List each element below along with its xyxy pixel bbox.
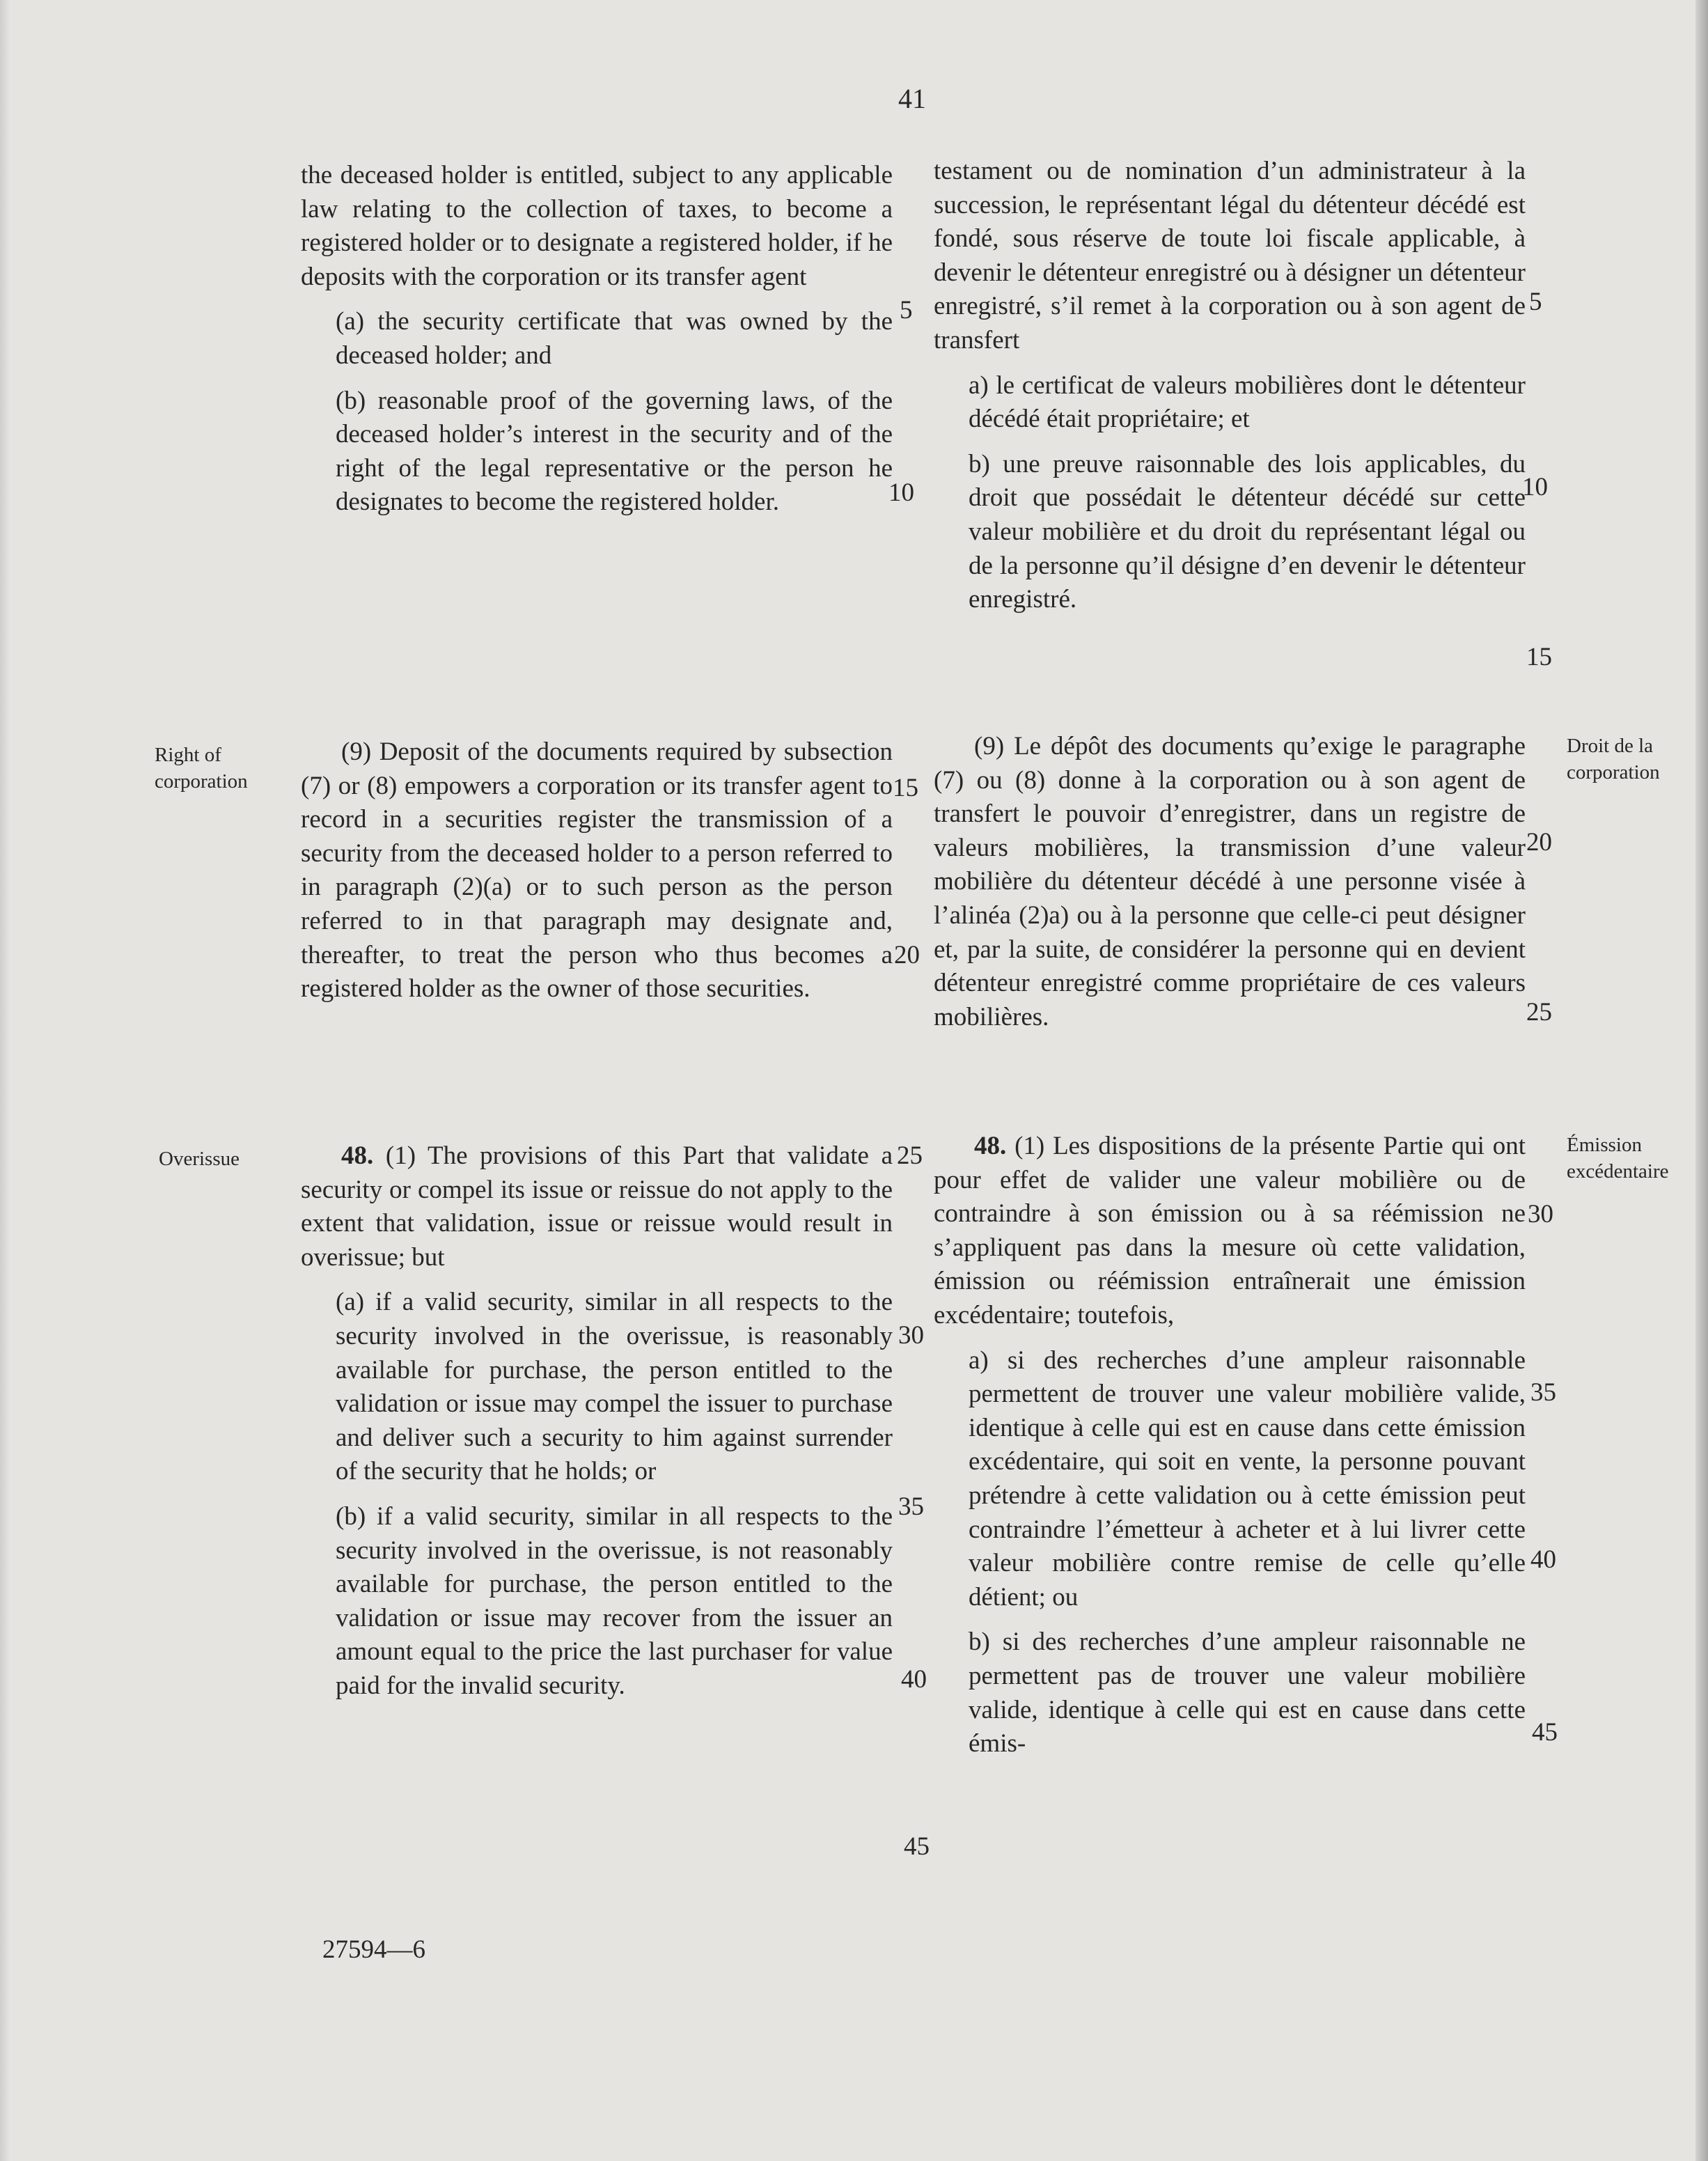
en-section-48-item-b: (b) if a valid security, similar in all respects to the security involved in the overissue, is not reasonably available for purchase, the person entitled to the validation or issue may recover from the issuer an amount equal to the price the last purchaser for value paid for the invalid security. — [336, 1501, 893, 1700]
en-item-a: (a) the security certificate that was owned by the deceased holder; and — [336, 307, 893, 370]
fr-section-48-item-a: a) si des recherches d’une ampleur raisonnable permettent de trouver une valeur mobilière valide, identique à celle qui est en cause dans cette émission excédentaire, qui soit en vente, la personne pouvant prétendre à cette validation ou à cette émission peut contraindre l’émetteur à acheter et à lui livrer cette valeur mobilière contre remise de celle qu’elle détient; ou — [969, 1345, 1526, 1612]
line-number: 10 — [1522, 473, 1548, 501]
en-paragraph-8-continued: the deceased holder is entitled, subject to any applicable law relating to the collection of taxes, to become a registered holder or to designate a registered holder, if he deposits with the corporation or its transfer agent — [301, 161, 893, 291]
margin-note-line: excédentaire — [1567, 1160, 1669, 1183]
en-paragraph-9: (9) Deposit of the documents required by subsection (7) or (8) empowers a corporation or its transfer agent to record in a securities register the transmission of a security from the deceased holder to a person referred to in paragraph (2)(a) or to such person as the person referred to in that paragraph may designate and, thereafter, to treat the person who thus becomes a registered holder as the owner of those securities. — [301, 738, 893, 1004]
fr-paragraph-9: (9) Le dépôt des documents qu’exige le paragraphe (7) ou (8) donne à la corporation ou à son agent de transfert le pouvoir d’enregistrer, dans un registre de valeurs mobilières, la transmission d’une valeur mobilière du détenteur décédé à une personne visée à l’alinéa (2)a) ou à la personne que celle-ci peut désigner et, par la suite, de considérer la personne qui en devient détenteur enregistré comme propriétaire de ces valeurs mobilières. — [934, 732, 1526, 1031]
fr-paragraph-8-continued: testament ou de nomination d’un administrateur à la succession, le représentant légal du détenteur décédé est fondé, sous réserve de toute loi fiscale applicable, à devenir le détenteur enregistré ou à désigner un détenteur enregistré, s’il remet à la corporation ou à son agent de transfert — [934, 157, 1526, 354]
margin-note-line: Émission — [1567, 1134, 1642, 1156]
english-column — [301, 159, 893, 520]
fr-section-48-text: (1) Les dispositions de la présente Partie qui ont pour effet de valider une valeur mobilière ou de contraindre à son émission ou à sa réémission ne s’appliquent pas dans la mesure où cette validation, émission ou réémission entraînerait une émission excédentaire; toutefois, — [934, 1132, 1526, 1329]
en-section-48-text: (1) The provisions of this Part that validate a security or compel its issue or reissue do not apply to the extent that validation, issue or reissue would result in overissue; but — [301, 1141, 893, 1272]
margin-note-emission-excedentaire — [1567, 1132, 1669, 1185]
line-number: 25 — [897, 1141, 923, 1170]
en-section-48-intro — [301, 1139, 893, 1274]
line-number: 15 — [893, 774, 918, 802]
line-number: 30 — [1528, 1200, 1553, 1228]
margin-note-line: Droit de la — [1567, 735, 1654, 757]
line-number: 35 — [1530, 1378, 1556, 1407]
line-number: 25 — [1526, 998, 1552, 1027]
line-number: 5 — [900, 296, 913, 325]
line-number: 20 — [1526, 828, 1552, 857]
margin-note-droit-de-la-corporation — [1567, 733, 1660, 786]
page-edge-right — [1695, 0, 1708, 2161]
margin-note-line: Right of — [155, 744, 221, 766]
fr-section-48-intro — [934, 1130, 1526, 1333]
line-number: 5 — [1529, 288, 1542, 316]
french-column — [934, 155, 1526, 617]
page-number: 41 — [898, 83, 926, 114]
document-code: 27594—6 — [322, 1935, 425, 1964]
fr-item-a: a) le certificat de valeurs mobilières dont le détenteur décédé était propriétaire; et — [969, 370, 1526, 434]
fr-section-48-item-b: b) si des recherches d’une ampleur raisonnable ne permettent pas de trouver une valeur mobilière valide, identique à celle qui est en cause dans cette émis- — [969, 1628, 1526, 1758]
line-number: 40 — [1530, 1545, 1556, 1574]
line-number: 45 — [1532, 1718, 1558, 1747]
english-subsection-9 — [301, 735, 893, 1006]
english-section-48 — [301, 1139, 893, 1703]
french-subsection-9 — [934, 730, 1526, 1034]
margin-note-line: Overissue — [159, 1148, 240, 1170]
line-number: 10 — [888, 478, 914, 507]
line-number: 30 — [898, 1321, 924, 1350]
en-item-b: (b) reasonable proof of the governing laws, of the deceased holder’s interest in the security and of the right of the legal representative or the person he designates to become the registered holder. — [336, 386, 893, 517]
line-number: 45 — [904, 1832, 930, 1861]
margin-note-overissue — [159, 1146, 240, 1172]
french-section-48 — [934, 1130, 1526, 1761]
section-number: 48. — [974, 1132, 1007, 1160]
line-number: 40 — [901, 1665, 927, 1694]
en-section-48-item-a: (a) if a valid security, similar in all respects to the security involved in the overissue, is reasonably available for purchase, the person entitled to the validation or issue may compel the issuer to purchase and deliver such a security to him against surrender of the security that he holds; or — [336, 1288, 893, 1486]
margin-note-line: corporation — [155, 770, 248, 793]
fr-item-b: b) une preuve raisonnable des lois applicables, du droit que possédait le détenteur décédé sur cette valeur mobilière et du droit du représentant légal ou de la personne qu’il désigne d’en devenir le détenteur enregistré. — [969, 449, 1526, 614]
line-number: 35 — [898, 1492, 924, 1521]
margin-note-line: corporation — [1567, 761, 1660, 783]
margin-note-right-of-corporation — [155, 742, 248, 795]
page-edge-left — [0, 0, 10, 2161]
line-number: 15 — [1526, 643, 1552, 671]
line-number: 20 — [894, 941, 920, 969]
section-number: 48. — [341, 1141, 374, 1170]
